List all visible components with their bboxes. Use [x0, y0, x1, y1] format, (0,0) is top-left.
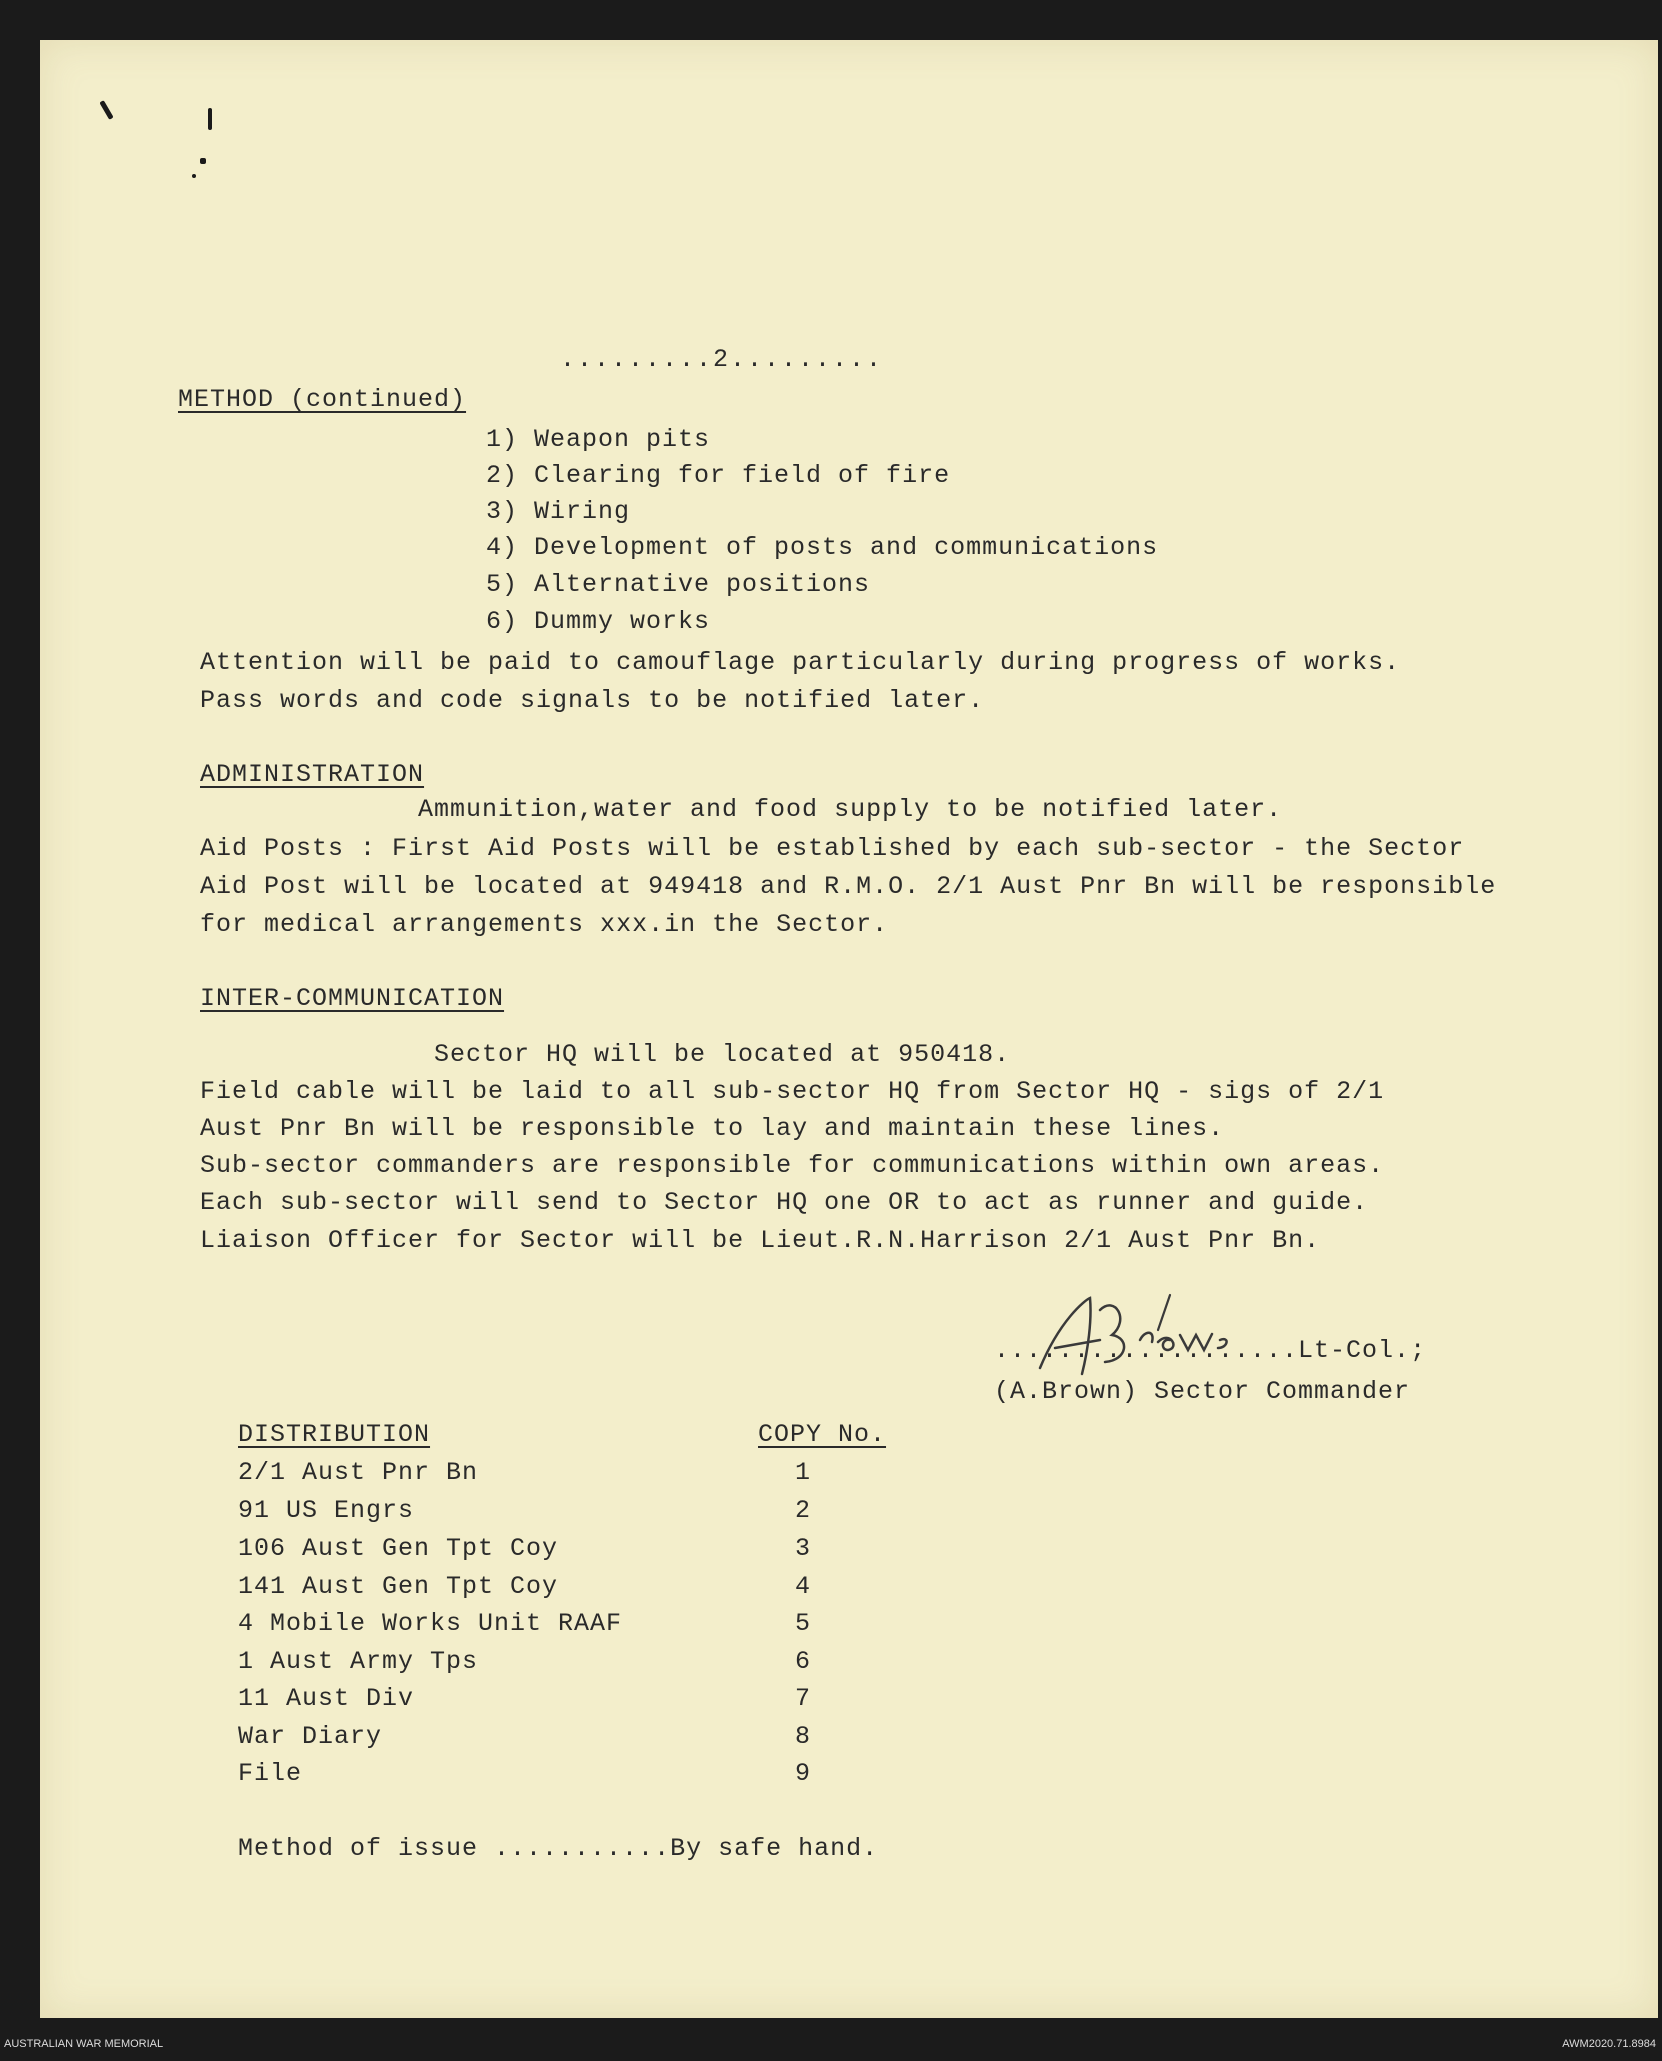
- distribution-copy: 2: [795, 1496, 812, 1525]
- punch-mark: [192, 174, 196, 178]
- distribution-unit: 2/1 Aust Pnr Bn: [238, 1458, 479, 1487]
- distribution-unit: 141 Aust Gen Tpt Coy: [238, 1572, 559, 1601]
- administration-line: Ammunition,water and food supply to be notified later.: [418, 795, 1283, 824]
- distribution-unit: War Diary: [238, 1722, 383, 1751]
- administration-heading: ADMINISTRATION: [200, 760, 425, 789]
- method-item: 6) Dummy works: [486, 607, 711, 636]
- distribution-copy: 1: [795, 1458, 812, 1487]
- administration-line: Aid Post will be located at 949418 and R.M.O. 2/1 Aust Pnr Bn will be responsible: [200, 872, 1497, 901]
- distribution-copy: 3: [795, 1534, 812, 1563]
- punch-mark: [208, 108, 212, 130]
- method-item: 4) Development of posts and communications: [486, 533, 1159, 562]
- method-line: Attention will be paid to camouflage particularly during progress of works.: [200, 648, 1401, 677]
- handwritten-signature: [1030, 1290, 1310, 1380]
- footer-accession: AWM2020.71.8984: [1562, 2038, 1656, 2050]
- administration-line: for medical arrangements xxx.in the Sector.: [200, 910, 889, 939]
- punch-mark: [99, 100, 113, 120]
- distribution-copy: 6: [795, 1647, 812, 1676]
- distribution-heading: DISTRIBUTION: [238, 1420, 431, 1449]
- distribution-unit: 11 Aust Div: [238, 1684, 415, 1713]
- method-item: 1) Weapon pits: [486, 425, 711, 454]
- method-heading: METHOD (continued): [178, 385, 467, 414]
- administration-line: Aid Posts : First Aid Posts will be established by each sub-sector - the Sector: [200, 834, 1465, 863]
- distribution-copy: 4: [795, 1572, 812, 1601]
- distribution-copy: 7: [795, 1684, 812, 1713]
- method-item: 3) Wiring: [486, 497, 631, 526]
- intercommunication-line: Liaison Officer for Sector will be Lieut.R.N.Harrison 2/1 Aust Pnr Bn.: [200, 1226, 1321, 1255]
- intercommunication-line: Each sub-sector will send to Sector HQ one OR to act as runner and guide.: [200, 1188, 1369, 1217]
- page-number: .........2.........: [560, 345, 884, 374]
- distribution-copy: 9: [795, 1759, 812, 1788]
- distribution-unit: 91 US Engrs: [238, 1496, 415, 1525]
- intercommunication-line: Aust Pnr Bn will be responsible to lay and maintain these lines.: [200, 1114, 1225, 1143]
- copy-number-heading: COPY No.: [758, 1420, 887, 1449]
- method-of-issue: Method of issue ...........By safe hand.: [238, 1834, 879, 1863]
- method-line: Pass words and code signals to be notified later.: [200, 686, 985, 715]
- footer-source: AUSTRALIAN WAR MEMORIAL: [4, 2038, 164, 2050]
- intercommunication-line: Field cable will be laid to all sub-sector HQ from Sector HQ - sigs of 2/1: [200, 1077, 1385, 1106]
- intercommunication-heading: INTER-COMMUNICATION: [200, 984, 505, 1013]
- distribution-unit: 106 Aust Gen Tpt Coy: [238, 1534, 559, 1563]
- method-item: 2) Clearing for field of fire: [486, 461, 951, 490]
- signature-title: (A.Brown) Sector Commander: [994, 1377, 1411, 1406]
- distribution-copy: 8: [795, 1722, 812, 1751]
- punch-mark: [200, 158, 206, 164]
- intercommunication-line: Sub-sector commanders are responsible for communications within own areas.: [200, 1151, 1385, 1180]
- signature-line: ...................Lt-Col.;: [994, 1336, 1427, 1365]
- intercommunication-line: Sector HQ will be located at 950418.: [434, 1040, 1011, 1069]
- distribution-unit: 1 Aust Army Tps: [238, 1647, 479, 1676]
- distribution-unit: File: [238, 1759, 303, 1788]
- distribution-copy: 5: [795, 1609, 812, 1638]
- method-item: 5) Alternative positions: [486, 570, 871, 599]
- distribution-unit: 4 Mobile Works Unit RAAF: [238, 1609, 623, 1638]
